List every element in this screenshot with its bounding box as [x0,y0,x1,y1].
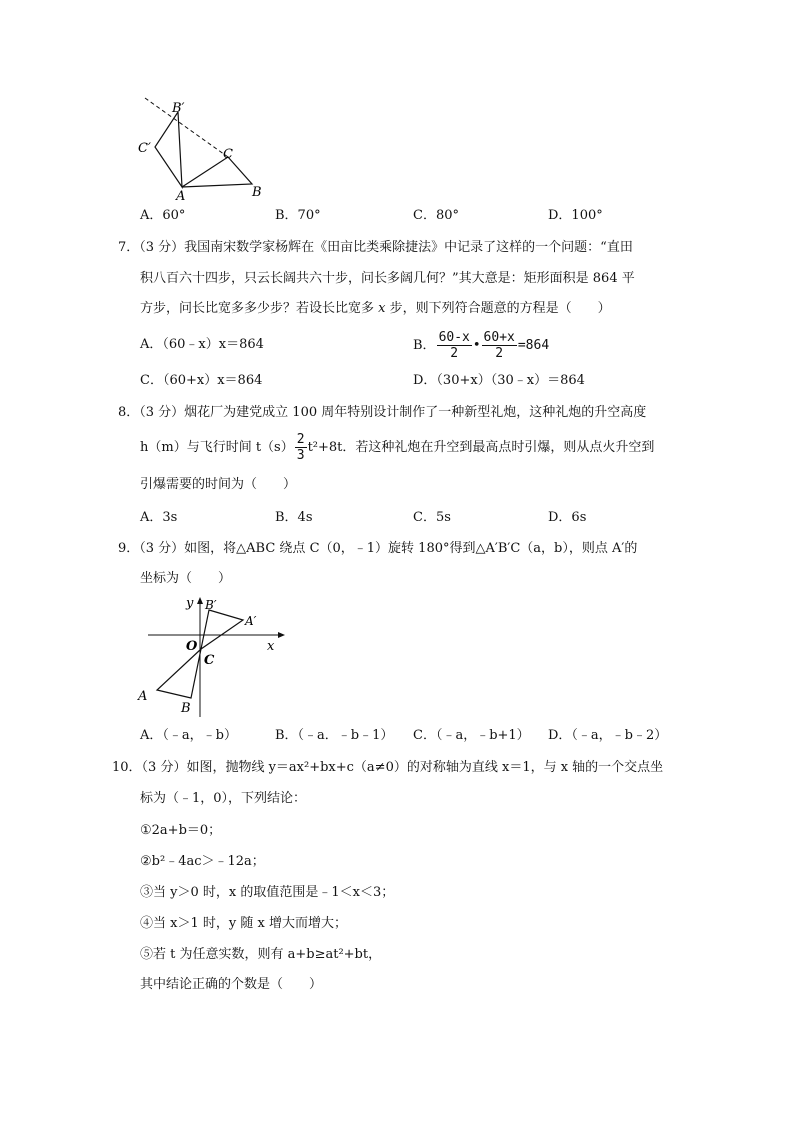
dashed-line [145,98,228,157]
triangle-a-prime-b-prime-c [201,610,243,649]
q6-option-d[interactable]: D．100° [548,208,603,223]
q7-option-b[interactable]: B． $\frac{60-x}{2}$ • $\frac{60+x}{2}$ =864 [413,330,550,361]
q10-item-3: ③当 y＞0 时，x 的取值范围是﹣1＜x＜3； [140,885,395,900]
q7-b-fraction-1: $\frac{60-x}{2}$ [438,330,470,361]
q10-line-1: 10．（3 分）如图，抛物线 y＝ax²+bx+c（a≠0）的对称轴为直线 x＝1，与 x 轴的一个交点坐 [112,760,664,775]
q8-line-3: 引爆需要的时间为（ ） [140,477,297,492]
q7-option-a[interactable]: A．（60﹣x）x＝864 [140,337,264,352]
triangle-prime [155,112,182,187]
q6-option-a[interactable]: A．60° [140,208,186,223]
label-a: A [138,689,148,704]
q9-option-a[interactable]: A．（﹣a，﹣b） [140,728,237,743]
label-c-prime: C′ [138,141,151,156]
q8-option-c[interactable]: C．5s [413,510,451,525]
triangle-abc [182,157,252,187]
q8-option-a[interactable]: A．3s [140,510,178,525]
label-c: C [204,653,215,668]
q8-line-2: h（m）与飞行时间 t（s） $\frac{2}{3}$ t²+8t．若这种礼炮在升空到最高点时引爆，则从点火升空到 [140,432,655,463]
q10-last-line: 其中结论正确的个数是（ ） [140,977,323,992]
label-x: x [267,639,275,654]
y-axis-arrow [197,597,203,604]
label-o: O [186,639,198,654]
q6-option-b[interactable]: B．70° [275,208,321,223]
q10-line-2: 标为（﹣1，0），下列结论： [140,791,307,806]
label-a: A [176,189,186,202]
q9-option-c[interactable]: C．（﹣a，﹣b+1） [413,728,530,743]
q7-line-3: 方步，问长比宽多多少步？若设长比宽多 x 步，则下列符合题意的方程是（ ） [140,301,611,316]
label-c: C [223,147,233,162]
label-y: y [186,596,194,611]
q8-line-1: 8．（3 分）烟花厂为建党成立 100 周年特别设计制作了一种新型礼炮，这种礼炮的升空高度 [118,405,647,420]
q9-line-1: 9．（3 分）如图，将△ABC 绕点 C（0，﹣1）旋转 180°得到△A′B′C（a，b），则点 A′的 [118,541,638,556]
label-b: B [181,701,191,716]
q10-item-2: ②b²﹣4ac＞﹣12a； [140,854,265,869]
q8-fraction: $\frac{2}{3}$ [296,432,305,463]
q9-option-d[interactable]: D．（﹣a，﹣b﹣2） [548,728,668,743]
q7-option-c[interactable]: C．（60+x）x＝864 [140,373,263,388]
triangle-abc [157,649,201,698]
q10-item-1: ①2a+b＝0； [140,823,222,838]
label-a-prime: A′ [245,614,257,628]
q6-option-c[interactable]: C．80° [413,208,459,223]
q7-option-d[interactable]: D．（30+x）（30﹣x）＝864 [413,373,585,388]
label-b-prime: B′ [172,101,185,116]
q7-b-fraction-2: $\frac{60+x}{2}$ [483,330,515,361]
q7-line-1: 7．（3 分）我国南宋数学家杨辉在《田亩比类乘除捷法》中记录了这样的一个问题：“直田 [118,240,633,255]
q8-option-b[interactable]: B．4s [275,510,313,525]
q8-option-d[interactable]: D．6s [548,510,587,525]
q7-line-2: 积八百六十四步，只云长阔共六十步，问长多阔几何？”其大意是：矩形面积是 864 平 [140,271,635,286]
rotation-figure-top [130,92,280,202]
label-b: B [252,185,262,200]
label-b-prime: B′ [205,598,217,612]
q10-item-5: ⑤若 t 为任意实数，则有 a+b≥at²+bt， [140,947,382,962]
q9-line-2: 坐标为（ ） [140,571,232,586]
q9-figure [130,592,290,722]
q10-item-4: ④当 x＞1 时，y 随 x 增大而增大； [140,916,347,931]
q9-option-b[interactable]: B．（﹣a．﹣b﹣1） [275,728,394,743]
x-axis-arrow [278,632,285,638]
